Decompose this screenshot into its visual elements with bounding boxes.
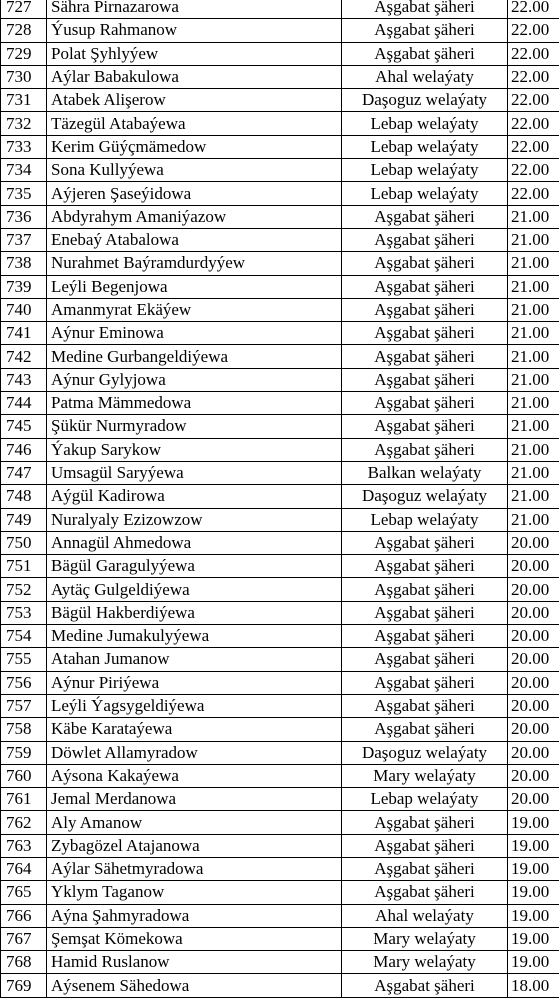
region-cell: Aşgabat şäheri (342, 625, 508, 648)
table-row (1, 555, 559, 578)
row-number-cell: 732 (1, 112, 47, 135)
score-cell: 21.00 (508, 322, 559, 345)
region-cell: Daşoguz welaýaty (342, 741, 508, 764)
student-name-cell: Aýnur Gylyjowa (47, 368, 342, 391)
region-cell: Lebap welaýaty (342, 112, 508, 135)
table-row (1, 19, 559, 42)
table-row (1, 322, 559, 345)
row-number-cell: 765 (1, 881, 47, 904)
row-number-cell: 740 (1, 298, 47, 321)
region-cell: Aşgabat şäheri (342, 974, 508, 997)
table-row (1, 461, 559, 484)
student-name-cell: Jemal Merdanowa (47, 788, 342, 811)
table-row (1, 788, 559, 811)
row-number-cell: 763 (1, 834, 47, 857)
region-cell: Aşgabat şäheri (342, 834, 508, 857)
region-cell: Aşgabat şäheri (342, 275, 508, 298)
table-row (1, 694, 559, 717)
row-number-cell: 748 (1, 485, 47, 508)
table-row (1, 951, 559, 974)
row-number-cell: 728 (1, 19, 47, 42)
student-name-cell: Aýlar Sähetmyradowa (47, 857, 342, 880)
row-number-cell: 737 (1, 228, 47, 251)
row-number-cell: 731 (1, 89, 47, 112)
row-number-cell: 746 (1, 438, 47, 461)
row-number-cell: 741 (1, 322, 47, 345)
table-row (1, 345, 559, 368)
region-cell: Aşgabat şäheri (342, 671, 508, 694)
row-number-cell: 747 (1, 461, 47, 484)
region-cell: Daşoguz welaýaty (342, 89, 508, 112)
score-cell: 21.00 (508, 392, 559, 415)
table-row (1, 811, 559, 834)
table-row (1, 415, 559, 438)
score-cell: 20.00 (508, 741, 559, 764)
score-cell: 20.00 (508, 531, 559, 554)
region-cell: Aşgabat şäheri (342, 19, 508, 42)
region-cell: Mary welaýaty (342, 764, 508, 787)
row-number-cell: 743 (1, 368, 47, 391)
region-cell: Aşgabat şäheri (342, 438, 508, 461)
student-name-cell: Aýnur Eminowa (47, 322, 342, 345)
region-cell: Aşgabat şäheri (342, 648, 508, 671)
row-number-cell: 769 (1, 974, 47, 997)
row-number-cell: 749 (1, 508, 47, 531)
row-number-cell: 754 (1, 625, 47, 648)
student-name-cell: Medine Jumakulyýewa (47, 625, 342, 648)
region-cell: Aşgabat şäheri (342, 415, 508, 438)
region-cell: Lebap welaýaty (342, 159, 508, 182)
student-name-cell: Nuralyaly Ezizowzow (47, 508, 342, 531)
score-cell: 22.00 (508, 42, 559, 65)
score-cell: 22.00 (508, 135, 559, 158)
student-name-cell: Annagül Ahmedowa (47, 531, 342, 554)
score-cell: 19.00 (508, 857, 559, 880)
student-name-cell: Aýsenem Sähedowa (47, 974, 342, 997)
table-row (1, 741, 559, 764)
score-cell: 20.00 (508, 578, 559, 601)
score-cell: 22.00 (508, 159, 559, 182)
table-row (1, 65, 559, 88)
row-number-cell: 736 (1, 205, 47, 228)
region-cell: Lebap welaýaty (342, 788, 508, 811)
region-cell: Aşgabat şäheri (342, 205, 508, 228)
row-number-cell: 730 (1, 65, 47, 88)
score-cell: 21.00 (508, 252, 559, 275)
score-cell: 19.00 (508, 927, 559, 950)
region-cell: Ahal welaýaty (342, 904, 508, 927)
table-row (1, 904, 559, 927)
score-cell: 21.00 (508, 485, 559, 508)
score-cell: 20.00 (508, 671, 559, 694)
student-name-cell: Leýli Ýagsygeldiýewa (47, 694, 342, 717)
student-name-cell: Sähra Pirnazarowa (47, 0, 342, 19)
student-name-cell: Polat Şyhlyýew (47, 42, 342, 65)
student-name-cell: Aly Amanow (47, 811, 342, 834)
row-number-cell: 760 (1, 764, 47, 787)
region-cell: Lebap welaýaty (342, 135, 508, 158)
student-name-cell: Medine Gurbangeldiýewa (47, 345, 342, 368)
region-cell: Aşgabat şäheri (342, 718, 508, 741)
region-cell: Balkan welaýaty (342, 461, 508, 484)
score-cell: 20.00 (508, 788, 559, 811)
table-row (1, 578, 559, 601)
row-number-cell: 751 (1, 555, 47, 578)
table-row (1, 508, 559, 531)
region-cell: Mary welaýaty (342, 927, 508, 950)
row-number-cell: 757 (1, 694, 47, 717)
table-row (1, 648, 559, 671)
region-cell: Aşgabat şäheri (342, 298, 508, 321)
score-cell: 20.00 (508, 694, 559, 717)
row-number-cell: 729 (1, 42, 47, 65)
table-row (1, 438, 559, 461)
score-cell: 19.00 (508, 834, 559, 857)
student-name-cell: Leýli Begenjowa (47, 275, 342, 298)
table-row (1, 625, 559, 648)
student-name-cell: Ýusup Rahmanow (47, 19, 342, 42)
region-cell: Aşgabat şäheri (342, 252, 508, 275)
student-name-cell: Täzegül Atabaýewa (47, 112, 342, 135)
table-row (1, 89, 559, 112)
row-number-cell: 753 (1, 601, 47, 624)
row-number-cell: 764 (1, 857, 47, 880)
student-name-cell: Umsagül Saryýewa (47, 461, 342, 484)
row-number-cell: 752 (1, 578, 47, 601)
student-name-cell: Kerim Güýçmämedow (47, 135, 342, 158)
student-name-cell: Atahan Jumanow (47, 648, 342, 671)
score-cell: 21.00 (508, 368, 559, 391)
score-cell: 21.00 (508, 438, 559, 461)
region-cell: Aşgabat şäheri (342, 555, 508, 578)
row-number-cell: 766 (1, 904, 47, 927)
score-cell: 20.00 (508, 648, 559, 671)
student-name-cell: Abdyrahym Amaniýazow (47, 205, 342, 228)
region-cell: Aşgabat şäheri (342, 322, 508, 345)
table-row (1, 182, 559, 205)
table-row (1, 881, 559, 904)
table-row (1, 252, 559, 275)
student-name-cell: Zybagözel Atajanowa (47, 834, 342, 857)
region-cell: Aşgabat şäheri (342, 578, 508, 601)
table-row (1, 974, 559, 997)
table-row (1, 135, 559, 158)
row-number-cell: 744 (1, 392, 47, 415)
row-number-cell: 734 (1, 159, 47, 182)
score-cell: 19.00 (508, 811, 559, 834)
score-cell: 21.00 (508, 228, 559, 251)
score-cell: 22.00 (508, 89, 559, 112)
score-cell: 20.00 (508, 555, 559, 578)
student-name-cell: Patma Mämmedowa (47, 392, 342, 415)
region-cell: Aşgabat şäheri (342, 392, 508, 415)
region-cell: Aşgabat şäheri (342, 811, 508, 834)
student-name-cell: Aýlar Babakulowa (47, 65, 342, 88)
region-cell: Aşgabat şäheri (342, 368, 508, 391)
student-name-cell: Döwlet Allamyradow (47, 741, 342, 764)
student-name-cell: Aýnur Piriýewa (47, 671, 342, 694)
student-name-cell: Aýjeren Şaseýidowa (47, 182, 342, 205)
score-cell: 22.00 (508, 19, 559, 42)
student-name-cell: Yklym Taganow (47, 881, 342, 904)
score-cell: 21.00 (508, 298, 559, 321)
score-cell: 20.00 (508, 718, 559, 741)
row-number-cell: 735 (1, 182, 47, 205)
score-cell: 19.00 (508, 881, 559, 904)
table-row (1, 834, 559, 857)
region-cell: Aşgabat şäheri (342, 601, 508, 624)
row-number-cell: 739 (1, 275, 47, 298)
student-name-cell: Aýgül Kadirowa (47, 485, 342, 508)
region-cell: Aşgabat şäheri (342, 881, 508, 904)
score-cell: 22.00 (508, 65, 559, 88)
student-name-cell: Bägül Garagulyýewa (47, 555, 342, 578)
table-row (1, 368, 559, 391)
row-number-cell: 767 (1, 927, 47, 950)
row-number-cell: 727 (1, 0, 47, 19)
table-row (1, 205, 559, 228)
table-row (1, 485, 559, 508)
score-cell: 21.00 (508, 275, 559, 298)
row-number-cell: 768 (1, 951, 47, 974)
student-name-cell: Bägül Hakberdiýewa (47, 601, 342, 624)
student-name-cell: Şemşat Kömekowa (47, 927, 342, 950)
student-name-cell: Hamid Ruslanow (47, 951, 342, 974)
region-cell: Aşgabat şäheri (342, 694, 508, 717)
table-row (1, 112, 559, 135)
region-cell: Mary welaýaty (342, 951, 508, 974)
score-cell: 22.00 (508, 112, 559, 135)
row-number-cell: 761 (1, 788, 47, 811)
score-cell: 20.00 (508, 601, 559, 624)
student-name-cell: Aýsona Kakaýewa (47, 764, 342, 787)
table-row (1, 601, 559, 624)
score-cell: 21.00 (508, 345, 559, 368)
region-cell: Aşgabat şäheri (342, 531, 508, 554)
score-cell: 20.00 (508, 764, 559, 787)
region-cell: Lebap welaýaty (342, 508, 508, 531)
score-cell: 22.00 (508, 0, 559, 19)
table-row (1, 718, 559, 741)
table-row (1, 392, 559, 415)
row-number-cell: 733 (1, 135, 47, 158)
score-cell: 21.00 (508, 205, 559, 228)
score-cell: 18.00 (508, 974, 559, 997)
table-row (1, 927, 559, 950)
table-row (1, 228, 559, 251)
row-number-cell: 750 (1, 531, 47, 554)
score-cell: 20.00 (508, 625, 559, 648)
student-name-cell: Atabek Alişerow (47, 89, 342, 112)
region-cell: Aşgabat şäheri (342, 228, 508, 251)
row-number-cell: 759 (1, 741, 47, 764)
student-name-cell: Käbe Karataýewa (47, 718, 342, 741)
student-name-cell: Ýakup Sarykow (47, 438, 342, 461)
student-name-cell: Sona Kullyýewa (47, 159, 342, 182)
row-number-cell: 738 (1, 252, 47, 275)
table-row (1, 671, 559, 694)
student-name-cell: Şükür Nurmyradow (47, 415, 342, 438)
student-name-cell: Aytäç Gulgeldiýewa (47, 578, 342, 601)
row-number-cell: 762 (1, 811, 47, 834)
region-cell: Lebap welaýaty (342, 182, 508, 205)
table-row (1, 298, 559, 321)
region-cell: Aşgabat şäheri (342, 42, 508, 65)
score-cell: 21.00 (508, 461, 559, 484)
score-cell: 19.00 (508, 904, 559, 927)
table-row (1, 764, 559, 787)
table-row (1, 857, 559, 880)
table-row (1, 275, 559, 298)
region-cell: Ahal welaýaty (342, 65, 508, 88)
score-cell: 21.00 (508, 508, 559, 531)
table-row (1, 42, 559, 65)
student-name-cell: Aýna Şahmyradowa (47, 904, 342, 927)
table-row (1, 0, 559, 19)
score-cell: 19.00 (508, 951, 559, 974)
region-cell: Aşgabat şäheri (342, 345, 508, 368)
student-name-cell: Nurahmet Baýramdurdyýew (47, 252, 342, 275)
row-number-cell: 755 (1, 648, 47, 671)
region-cell: Aşgabat şäheri (342, 0, 508, 19)
region-cell: Aşgabat şäheri (342, 857, 508, 880)
row-number-cell: 758 (1, 718, 47, 741)
results-table-body (1, 0, 559, 997)
score-cell: 21.00 (508, 415, 559, 438)
student-name-cell: Enebaý Atabalowa (47, 228, 342, 251)
row-number-cell: 742 (1, 345, 47, 368)
row-number-cell: 756 (1, 671, 47, 694)
table-row (1, 159, 559, 182)
region-cell: Daşoguz welaýaty (342, 485, 508, 508)
score-cell: 22.00 (508, 182, 559, 205)
student-name-cell: Amanmyrat Ekäýew (47, 298, 342, 321)
row-number-cell: 745 (1, 415, 47, 438)
table-row (1, 531, 559, 554)
